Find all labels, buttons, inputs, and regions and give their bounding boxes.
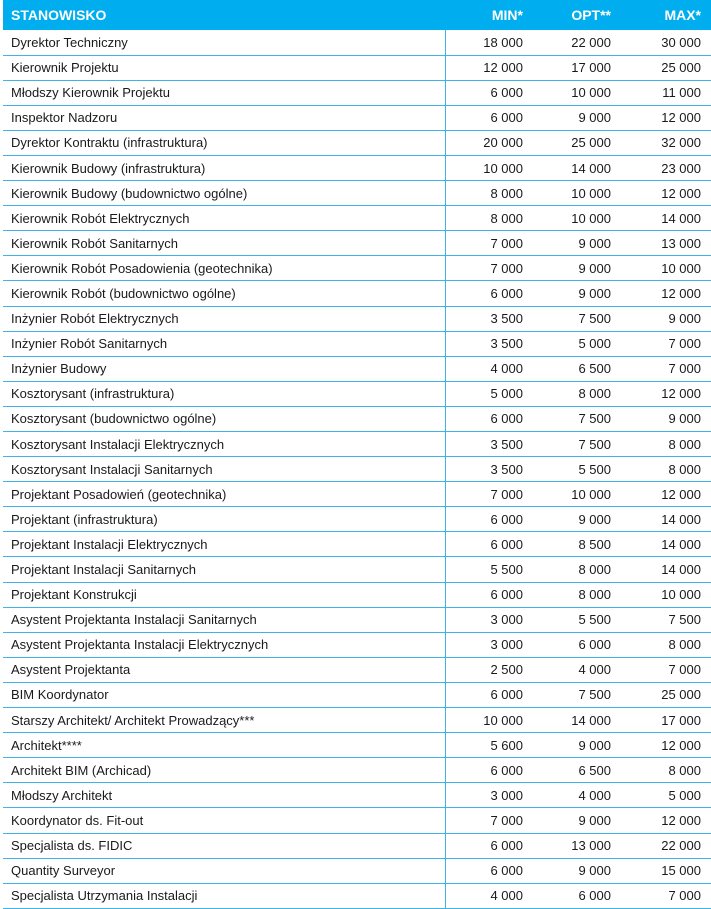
opt-cell: 5 000	[533, 331, 621, 356]
min-cell: 8 000	[445, 181, 533, 206]
max-cell: 12 000	[621, 482, 711, 507]
position-cell: Kierownik Projektu	[3, 55, 445, 80]
table-row	[3, 682, 711, 707]
min-cell: 4 000	[445, 356, 533, 381]
min-cell: 20 000	[445, 130, 533, 155]
table-row	[3, 833, 711, 858]
table-row	[3, 883, 711, 908]
min-cell: 6 000	[445, 507, 533, 532]
min-cell: 3 000	[445, 632, 533, 657]
opt-cell: 6 500	[533, 758, 621, 783]
position-cell: Dyrektor Techniczny	[3, 30, 445, 55]
opt-cell: 10 000	[533, 80, 621, 105]
min-cell: 6 000	[445, 682, 533, 707]
opt-cell: 6 000	[533, 632, 621, 657]
opt-cell: 10 000	[533, 206, 621, 231]
header-opt: OPT**	[533, 0, 621, 30]
min-cell: 6 000	[445, 105, 533, 130]
position-cell: Architekt****	[3, 733, 445, 758]
table-row	[3, 231, 711, 256]
position-cell: Asystent Projektanta Instalacji Elektrycznych	[3, 632, 445, 657]
position-cell: Kosztorysant Instalacji Elektrycznych	[3, 432, 445, 457]
table-row	[3, 206, 711, 231]
max-cell: 32 000	[621, 130, 711, 155]
opt-cell: 8 000	[533, 557, 621, 582]
position-cell: Asystent Projektanta Instalacji Sanitarnych	[3, 607, 445, 632]
table-row	[3, 532, 711, 557]
table-body	[3, 30, 711, 908]
opt-cell: 8 000	[533, 381, 621, 406]
table-row	[3, 858, 711, 883]
table-row	[3, 457, 711, 482]
header-stanowisko: STANOWISKO	[3, 0, 445, 30]
max-cell: 11 000	[621, 80, 711, 105]
table-row	[3, 80, 711, 105]
table-row	[3, 557, 711, 582]
min-cell: 12 000	[445, 55, 533, 80]
header-max: MAX*	[621, 0, 711, 30]
opt-cell: 7 500	[533, 432, 621, 457]
max-cell: 8 000	[621, 432, 711, 457]
opt-cell: 9 000	[533, 733, 621, 758]
opt-cell: 9 000	[533, 281, 621, 306]
table-row	[3, 607, 711, 632]
position-cell: Inżynier Robót Sanitarnych	[3, 331, 445, 356]
opt-cell: 9 000	[533, 105, 621, 130]
opt-cell: 9 000	[533, 507, 621, 532]
position-cell: Kierownik Robót (budownictwo ogólne)	[3, 281, 445, 306]
table-row	[3, 105, 711, 130]
table-row	[3, 406, 711, 431]
table-row	[3, 632, 711, 657]
max-cell: 8 000	[621, 758, 711, 783]
opt-cell: 14 000	[533, 155, 621, 180]
position-cell: Projektant (infrastruktura)	[3, 507, 445, 532]
min-cell: 6 000	[445, 758, 533, 783]
min-cell: 6 000	[445, 858, 533, 883]
opt-cell: 7 500	[533, 682, 621, 707]
opt-cell: 22 000	[533, 30, 621, 55]
table-row	[3, 733, 711, 758]
max-cell: 17 000	[621, 708, 711, 733]
position-cell: Kierownik Robót Posadowienia (geotechnika)	[3, 256, 445, 281]
position-cell: Kierownik Budowy (budownictwo ogólne)	[3, 181, 445, 206]
table-row	[3, 130, 711, 155]
min-cell: 3 500	[445, 457, 533, 482]
table-row	[3, 356, 711, 381]
max-cell: 14 000	[621, 557, 711, 582]
max-cell: 12 000	[621, 281, 711, 306]
min-cell: 10 000	[445, 708, 533, 733]
position-cell: Kosztorysant (infrastruktura)	[3, 381, 445, 406]
table-row	[3, 331, 711, 356]
position-cell: Inżynier Budowy	[3, 356, 445, 381]
max-cell: 7 000	[621, 356, 711, 381]
min-cell: 6 000	[445, 532, 533, 557]
min-cell: 4 000	[445, 883, 533, 908]
opt-cell: 9 000	[533, 808, 621, 833]
table-row	[3, 582, 711, 607]
opt-cell: 6 500	[533, 356, 621, 381]
max-cell: 7 000	[621, 331, 711, 356]
table-row	[3, 783, 711, 808]
table-row	[3, 181, 711, 206]
salary-table-container	[3, 0, 711, 909]
table-row	[3, 281, 711, 306]
min-cell: 3 500	[445, 432, 533, 457]
max-cell: 8 000	[621, 457, 711, 482]
min-cell: 6 000	[445, 281, 533, 306]
position-cell: Kierownik Robót Elektrycznych	[3, 206, 445, 231]
position-cell: Kosztorysant (budownictwo ogólne)	[3, 406, 445, 431]
max-cell: 12 000	[621, 381, 711, 406]
max-cell: 10 000	[621, 256, 711, 281]
position-cell: Młodszy Architekt	[3, 783, 445, 808]
opt-cell: 7 500	[533, 306, 621, 331]
opt-cell: 10 000	[533, 181, 621, 206]
table-row	[3, 155, 711, 180]
max-cell: 14 000	[621, 532, 711, 557]
table-row	[3, 758, 711, 783]
min-cell: 5 000	[445, 381, 533, 406]
opt-cell: 9 000	[533, 858, 621, 883]
table-row	[3, 30, 711, 55]
max-cell: 12 000	[621, 105, 711, 130]
min-cell: 7 000	[445, 256, 533, 281]
min-cell: 6 000	[445, 406, 533, 431]
table-row	[3, 432, 711, 457]
table-row	[3, 482, 711, 507]
max-cell: 10 000	[621, 582, 711, 607]
max-cell: 7 000	[621, 657, 711, 682]
position-cell: Specjalista ds. FIDIC	[3, 833, 445, 858]
opt-cell: 17 000	[533, 55, 621, 80]
table-row	[3, 256, 711, 281]
opt-cell: 5 500	[533, 457, 621, 482]
position-cell: BIM Koordynator	[3, 682, 445, 707]
position-cell: Inspektor Nadzoru	[3, 105, 445, 130]
max-cell: 8 000	[621, 632, 711, 657]
max-cell: 30 000	[621, 30, 711, 55]
table-row	[3, 708, 711, 733]
max-cell: 12 000	[621, 181, 711, 206]
max-cell: 9 000	[621, 406, 711, 431]
table-row	[3, 808, 711, 833]
max-cell: 22 000	[621, 833, 711, 858]
opt-cell: 13 000	[533, 833, 621, 858]
max-cell: 14 000	[621, 206, 711, 231]
max-cell: 25 000	[621, 682, 711, 707]
position-cell: Projektant Posadowień (geotechnika)	[3, 482, 445, 507]
position-cell: Projektant Instalacji Sanitarnych	[3, 557, 445, 582]
opt-cell: 25 000	[533, 130, 621, 155]
opt-cell: 9 000	[533, 231, 621, 256]
min-cell: 3 500	[445, 306, 533, 331]
min-cell: 3 500	[445, 331, 533, 356]
position-cell: Specjalista Utrzymania Instalacji	[3, 883, 445, 908]
salary-table	[3, 0, 711, 909]
opt-cell: 7 500	[533, 406, 621, 431]
min-cell: 8 000	[445, 206, 533, 231]
table-row	[3, 657, 711, 682]
max-cell: 14 000	[621, 507, 711, 532]
opt-cell: 5 500	[533, 607, 621, 632]
header-min: MIN*	[445, 0, 533, 30]
min-cell: 5 600	[445, 733, 533, 758]
opt-cell: 8 500	[533, 532, 621, 557]
min-cell: 6 000	[445, 582, 533, 607]
position-cell: Inżynier Robót Elektrycznych	[3, 306, 445, 331]
position-cell: Kosztorysant Instalacji Sanitarnych	[3, 457, 445, 482]
opt-cell: 6 000	[533, 883, 621, 908]
table-row	[3, 55, 711, 80]
max-cell: 13 000	[621, 231, 711, 256]
max-cell: 23 000	[621, 155, 711, 180]
min-cell: 6 000	[445, 80, 533, 105]
max-cell: 7 000	[621, 883, 711, 908]
position-cell: Młodszy Kierownik Projektu	[3, 80, 445, 105]
max-cell: 7 500	[621, 607, 711, 632]
position-cell: Koordynator ds. Fit-out	[3, 808, 445, 833]
position-cell: Quantity Surveyor	[3, 858, 445, 883]
max-cell: 12 000	[621, 733, 711, 758]
max-cell: 9 000	[621, 306, 711, 331]
table-row	[3, 381, 711, 406]
opt-cell: 14 000	[533, 708, 621, 733]
min-cell: 7 000	[445, 482, 533, 507]
min-cell: 3 000	[445, 783, 533, 808]
opt-cell: 4 000	[533, 783, 621, 808]
opt-cell: 8 000	[533, 582, 621, 607]
position-cell: Projektant Konstrukcji	[3, 582, 445, 607]
min-cell: 10 000	[445, 155, 533, 180]
min-cell: 7 000	[445, 231, 533, 256]
min-cell: 5 500	[445, 557, 533, 582]
opt-cell: 4 000	[533, 657, 621, 682]
opt-cell: 9 000	[533, 256, 621, 281]
max-cell: 25 000	[621, 55, 711, 80]
position-cell: Kierownik Robót Sanitarnych	[3, 231, 445, 256]
min-cell: 3 000	[445, 607, 533, 632]
min-cell: 18 000	[445, 30, 533, 55]
position-cell: Architekt BIM (Archicad)	[3, 758, 445, 783]
opt-cell: 10 000	[533, 482, 621, 507]
max-cell: 15 000	[621, 858, 711, 883]
position-cell: Starszy Architekt/ Architekt Prowadzący***	[3, 708, 445, 733]
position-cell: Asystent Projektanta	[3, 657, 445, 682]
table-header-row	[3, 0, 711, 30]
min-cell: 7 000	[445, 808, 533, 833]
position-cell: Kierownik Budowy (infrastruktura)	[3, 155, 445, 180]
position-cell: Projektant Instalacji Elektrycznych	[3, 532, 445, 557]
position-cell: Dyrektor Kontraktu (infrastruktura)	[3, 130, 445, 155]
max-cell: 12 000	[621, 808, 711, 833]
max-cell: 5 000	[621, 783, 711, 808]
table-row	[3, 306, 711, 331]
table-row	[3, 507, 711, 532]
min-cell: 2 500	[445, 657, 533, 682]
min-cell: 6 000	[445, 833, 533, 858]
